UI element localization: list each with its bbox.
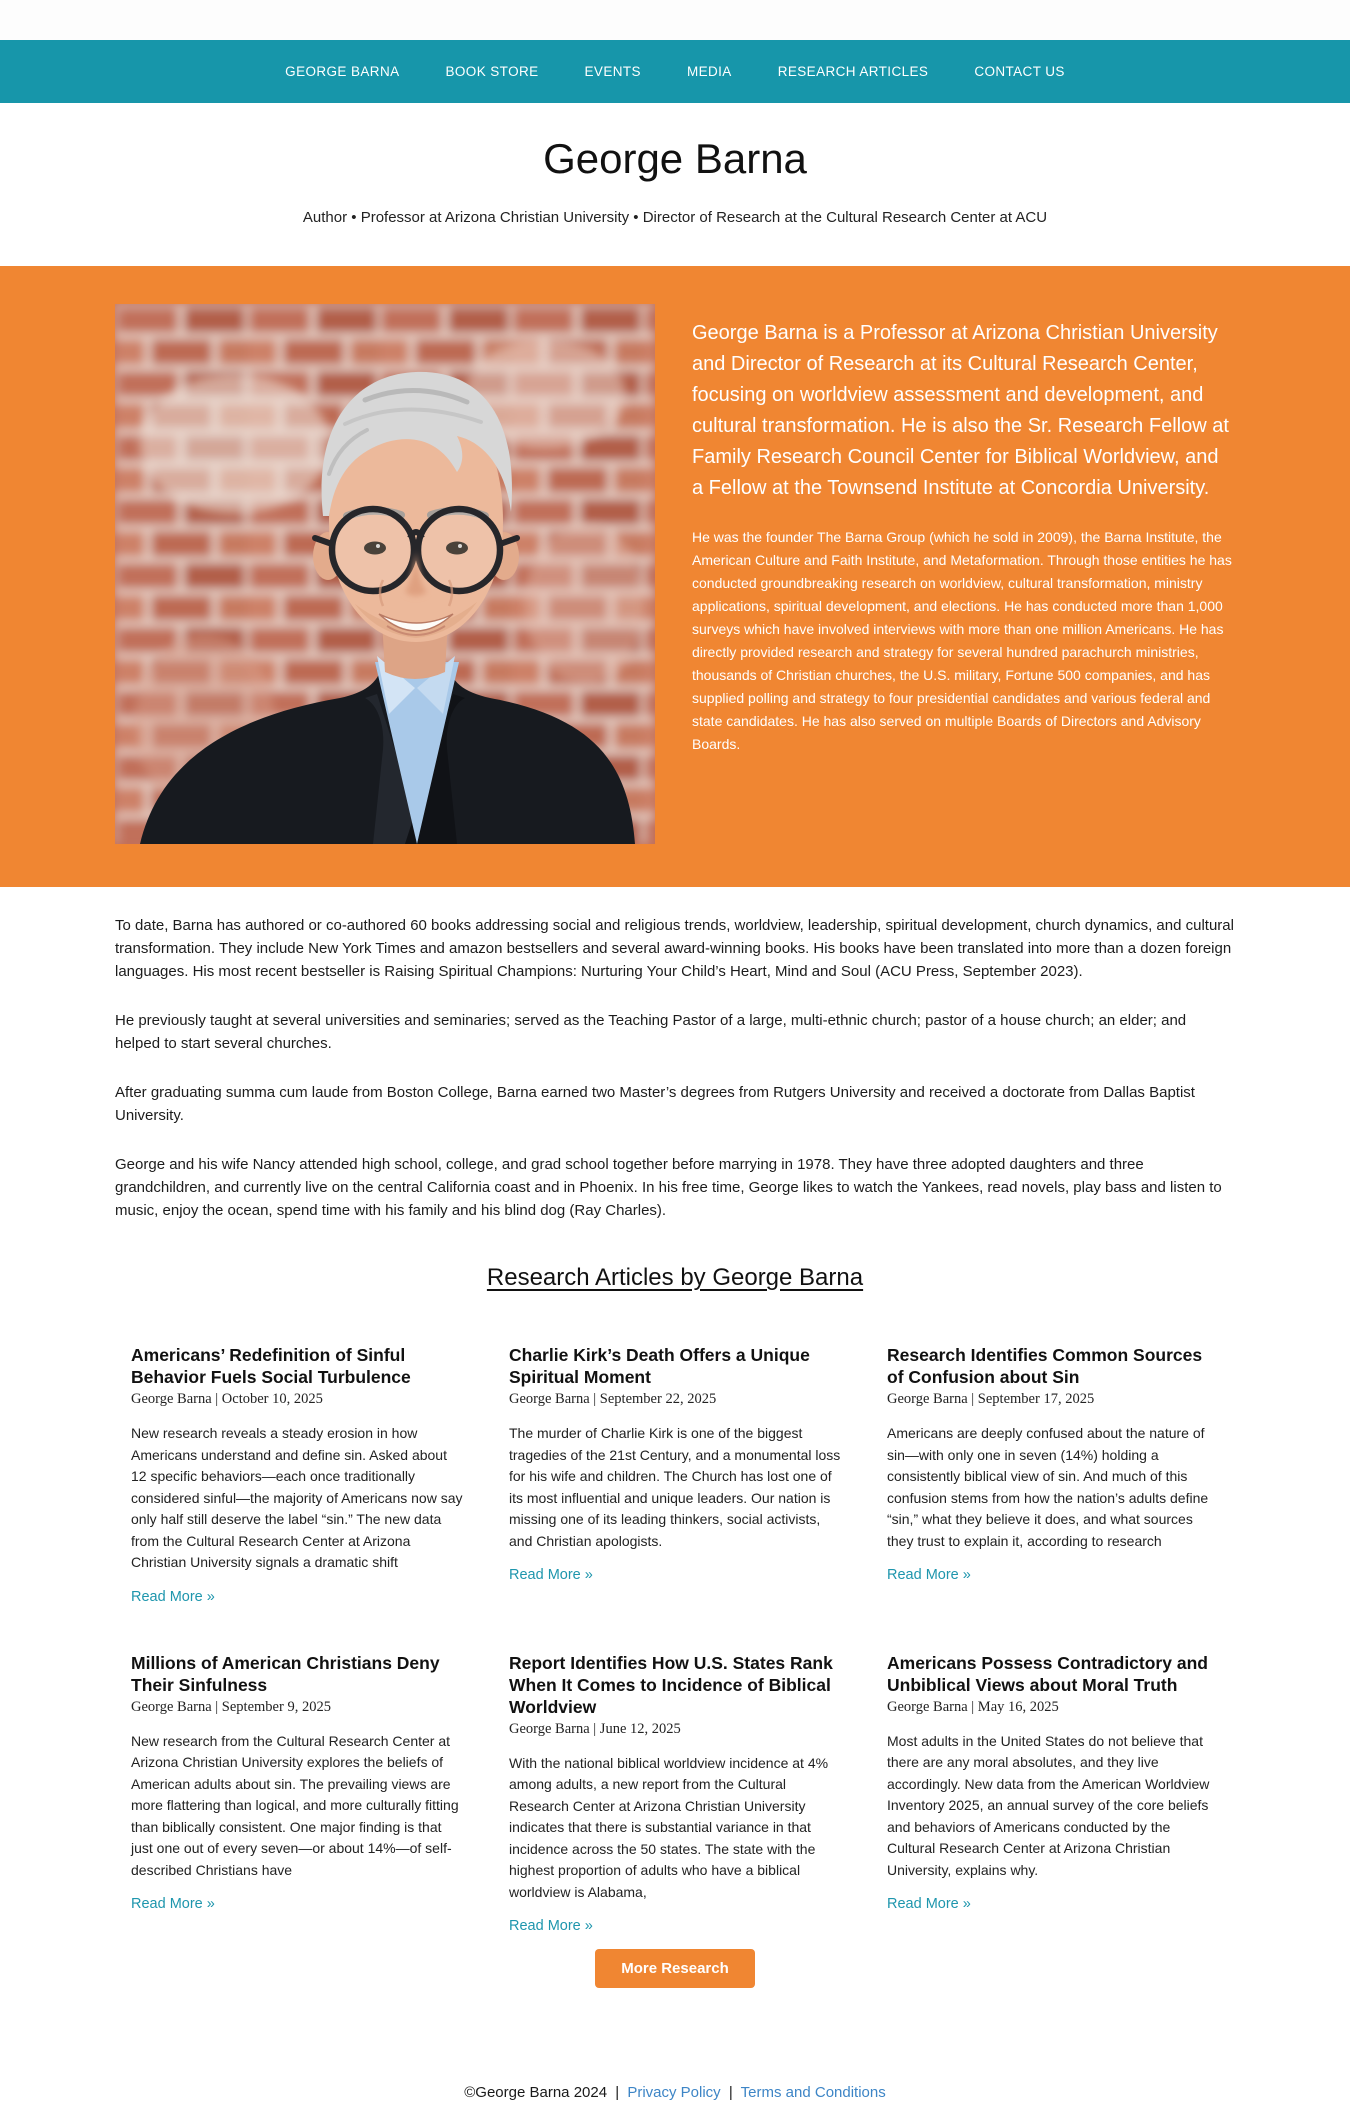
bio-paragraph-2: He previously taught at several universities and seminaries; served as the Teaching Pastor of a large, multi-ethnic church; pastor of a house church; an elder; and helped to start several churches. bbox=[115, 1012, 1187, 1052]
privacy-policy-link[interactable]: Privacy Policy bbox=[627, 2084, 721, 2101]
nav-item-george-barna[interactable]: GEORGE BARNA bbox=[285, 64, 400, 79]
article-title[interactable]: Americans’ Redefinition of Sinful Behavior Fuels Social Turbulence bbox=[131, 1345, 411, 1387]
bio-paragraph-4: George and his wife Nancy attended high school, college, and grad school together before marrying in 1978. They have three adopted daughters and three grandchildren, and currently live on the central California coast and in Phoenix. In his free time, George likes to watch the Yankees, read novels, play bass and listen to music, enjoy the ocean, spend time with his family and his blind dog (Ray Charles). bbox=[115, 1156, 1222, 1219]
article-excerpt: The murder of Charlie Kirk is one of the biggest tragedies of the 21st Century, and a monumental loss for his wife and children. The Church has lost one of its most influential and unique leaders. Our nation is missing one of its leading thinkers, social activists, and Christian apologists. bbox=[509, 1425, 841, 1549]
terms-link[interactable]: Terms and Conditions bbox=[740, 2084, 886, 2101]
portrait-photo bbox=[115, 304, 655, 844]
bio-paragraph-3: After graduating summa cum laude from Boston College, Barna earned two Master’s degrees from Rutgers University and received a doctorate from Dallas Baptist University. bbox=[115, 1084, 1195, 1124]
read-more-link[interactable]: Read More » bbox=[509, 1567, 593, 1583]
article-card bbox=[131, 1652, 463, 1936]
page-header bbox=[0, 103, 1350, 266]
article-excerpt: With the national biblical worldview incidence at 4% among adults, a new report from the Cultural Research Center at Arizona Christian University indicates that there is substantial variance in that incidence across the 50 states. The state with the highest proportion of adults who have a biblical worldview is Alabama, bbox=[509, 1754, 829, 1900]
article-card bbox=[509, 1344, 841, 1606]
footer-separator: | bbox=[728, 2084, 733, 2101]
article-byline: George Barna | September 22, 2025 bbox=[509, 1391, 717, 1407]
page-subtitle: Author • Professor at Arizona Christian University • Director of Research at the Cultural Research Center at ACU bbox=[302, 209, 1048, 226]
portrait-photo-art bbox=[115, 304, 655, 844]
article-title[interactable]: Millions of American Christians Deny Their Sinfulness bbox=[131, 1652, 440, 1695]
footer bbox=[0, 1988, 1350, 2119]
nav-item-book-store[interactable]: BOOK STORE bbox=[445, 64, 539, 79]
article-byline: George Barna | September 17, 2025 bbox=[887, 1391, 1095, 1407]
article-byline: George Barna | October 10, 2025 bbox=[131, 1391, 323, 1407]
article-excerpt: Most adults in the United States do not believe that there are any moral absolutes, and they live accordingly. New data from the American Worldview Inventory 2025, an annual survey of the core beliefs and behaviors of Americans conducted by the Cultural Research Center at Arizona Christian University, explains why. bbox=[887, 1732, 1210, 1878]
articles-heading: Research Articles by George Barna bbox=[486, 1264, 864, 1291]
nav-item-contact-us[interactable]: CONTACT US bbox=[974, 64, 1065, 79]
article-byline: George Barna | May 16, 2025 bbox=[887, 1698, 1059, 1715]
more-research-button[interactable]: More Research bbox=[595, 1949, 755, 1988]
article-byline: George Barna | June 12, 2025 bbox=[509, 1720, 681, 1737]
top-strip bbox=[0, 0, 1350, 40]
read-more-link[interactable]: Read More » bbox=[887, 1567, 971, 1583]
article-excerpt: New research reveals a steady erosion in how Americans understand and define sin. Asked about 12 specific behaviors—each once traditionally considered sinful—the majority of Americans now say only half still deserve the label “sin.” The new data from the Cultural Research Center at Arizona Christian University signals a dramatic shift bbox=[131, 1425, 463, 1570]
article-title[interactable]: Research Identifies Common Sources of Confusion about Sin bbox=[887, 1345, 1203, 1387]
hero-text bbox=[692, 304, 1235, 844]
page-title: George Barna bbox=[543, 135, 807, 182]
main-nav bbox=[0, 40, 1350, 103]
article-excerpt: New research from the Cultural Research Center at Arizona Christian University explores the beliefs of American adults about sin. The prevailing views are more flattering than logical, and more culturally fitting than biblically consistent. One major finding is that just one out of every seven—or about 14%—of self-described Christians have bbox=[131, 1732, 459, 1878]
article-excerpt: Americans are deeply confused about the nature of sin—with only one in seven (14%) holding a consistently biblical view of sin. And much of this confusion stems from how the nation’s adults define “sin,” what they believe it does, and what sources they trust to explain it, according to research bbox=[887, 1425, 1209, 1549]
hero-detail-paragraph: He was the founder The Barna Group (which he sold in 2009), the Barna Institute, the American Culture and Faith Institute, and Metaformation. Through those entities he has conducted groundbreaking research on worldview, cultural transformation, ministry applications, spiritual development, and elections. He has conducted more than 1,000 surveys which have involved interviews with more than one million Americans. He has directly provided research and strategy for several hundred parachurch ministries, thousands of Christian churches, the U.S. military, Fortune 500 companies, and has supplied polling and strategy to four presidential candidates and various federal and state candidates. He has also served on multiple Boards of Directors and Advisory Boards. bbox=[692, 529, 1232, 752]
hero-lead-paragraph: George Barna is a Professor at Arizona Christian University and Director of Research at its Cultural Research Center, focusing on worldview assessment and development, and cultural transformation. He is also the Sr. Research Fellow at Family Research Council Center for Biblical Worldview, and a Fellow at the Townsend Institute at Concordia University. bbox=[692, 322, 1229, 499]
bio-section bbox=[0, 887, 1350, 1222]
article-title[interactable]: Americans Possess Contradictory and Unbiblical Views about Moral Truth bbox=[887, 1652, 1208, 1695]
footer-separator: | bbox=[615, 2084, 620, 2101]
article-card bbox=[887, 1344, 1219, 1606]
read-more-link[interactable]: Read More » bbox=[131, 1588, 215, 1605]
article-card bbox=[131, 1344, 463, 1606]
nav-item-media[interactable]: MEDIA bbox=[686, 64, 732, 79]
article-byline: George Barna | September 9, 2025 bbox=[131, 1698, 331, 1715]
articles-grid bbox=[0, 1344, 1350, 1935]
article-card bbox=[509, 1652, 841, 1936]
read-more-link[interactable]: Read More » bbox=[509, 1918, 593, 1934]
read-more-link[interactable]: Read More » bbox=[887, 1896, 971, 1912]
more-research-wrap bbox=[0, 1949, 1350, 1988]
nav-item-events[interactable]: EVENTS bbox=[584, 64, 641, 79]
nav-item-research-articles[interactable]: RESEARCH ARTICLES bbox=[777, 64, 929, 79]
hero-section bbox=[0, 266, 1350, 887]
article-card bbox=[887, 1652, 1219, 1936]
article-title[interactable]: Charlie Kirk’s Death Offers a Unique Spiritual Moment bbox=[509, 1345, 810, 1387]
bio-paragraph-1: To date, Barna has authored or co-authored 60 books addressing social and religious trends, worldview, leadership, spiritual development, church dynamics, and cultural transformation. They include New York Times and amazon bestsellers and several award-winning books. His books have been translated into more than a dozen foreign languages. His most recent bestseller is Raising Spiritual Champions: Nurturing Your Child’s Heart, Mind and Soul (ACU Press, September 2023). bbox=[115, 917, 1234, 980]
copyright-text: ©George Barna 2024 bbox=[464, 2084, 608, 2101]
article-title[interactable]: Report Identifies How U.S. States Rank When It Comes to Incidence of Biblical Worldview bbox=[509, 1652, 833, 1717]
read-more-link[interactable]: Read More » bbox=[131, 1896, 215, 1912]
